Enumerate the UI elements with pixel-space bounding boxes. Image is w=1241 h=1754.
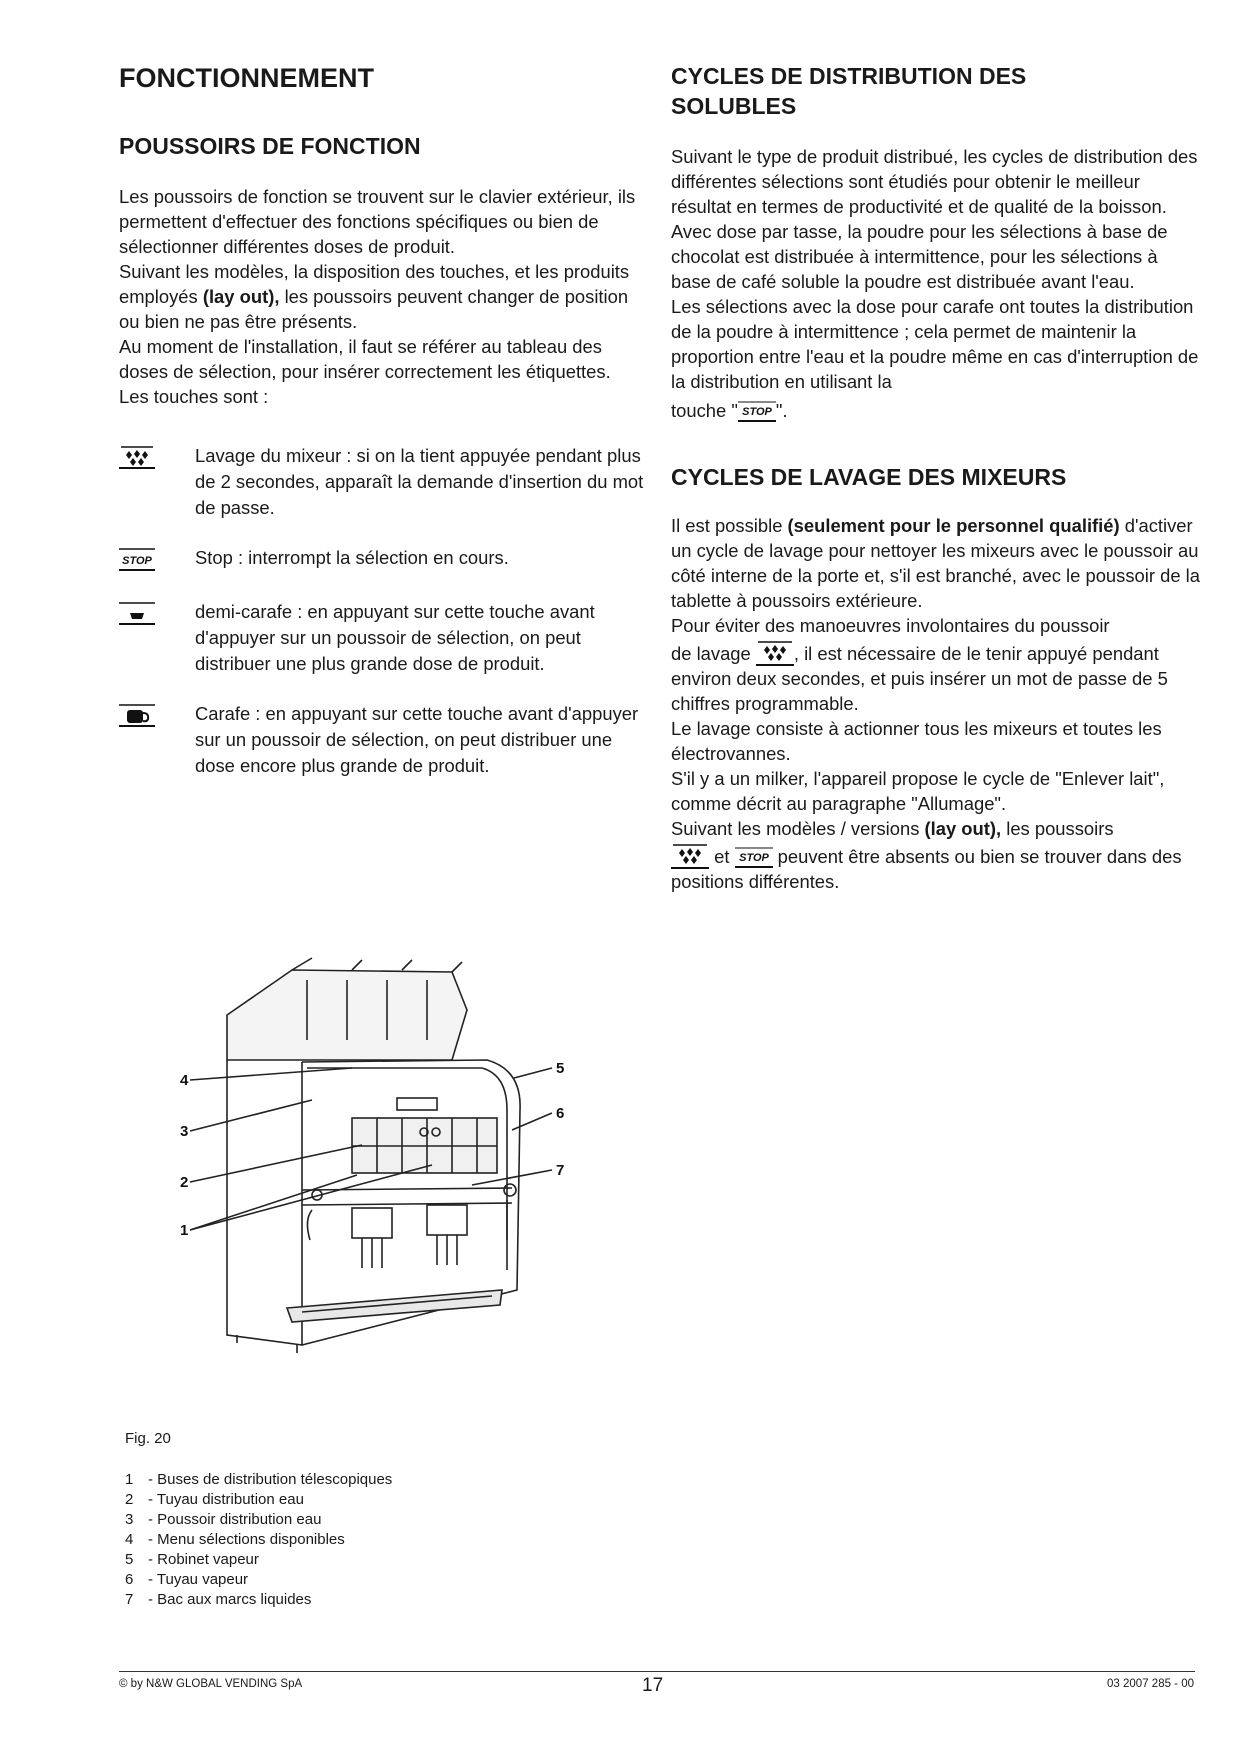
solubles-text <box>671 144 1201 423</box>
key-description: demi-carafe : en appuyant sur cette touche avant d'appuyer sur un poussoir de sélection, on peut distribuer une plus grande dose de produit. <box>195 601 595 675</box>
carafe-key-icon <box>119 703 155 727</box>
legend-item: 7 - Bac aux marcs liquides <box>125 1591 312 1608</box>
left-column <box>119 62 647 779</box>
paragraph: et STOP peuvent être absents ou bien se trouver dans des positions différentes. <box>671 843 1201 894</box>
callout-1: 1 <box>180 1222 189 1239</box>
paragraph: Pour éviter des manoeuvres involontaires du poussoir <box>671 614 1110 636</box>
stop-key-icon <box>738 400 776 422</box>
key-description: Carafe : en appuyant sur cette touche avant d'appuyer sur un poussoir de sélection, on peut distribuer une dose encore plus grande de produit. <box>195 703 639 777</box>
footer-divider <box>119 1671 1195 1672</box>
half-carafe-key-icon <box>119 601 155 625</box>
figure-caption: Fig. 20 <box>125 1430 171 1447</box>
svg-text:STOP: STOP <box>741 405 772 418</box>
paragraph: Les touches sont : <box>119 386 269 408</box>
key-description: Lavage du mixeur : si on la tient appuyée pendant plus de 2 secondes, apparaît la demande d'insertion du mot de passe. <box>195 445 644 519</box>
svg-text:STOP: STOP <box>122 555 152 568</box>
key-row-carafe <box>119 701 647 779</box>
section-title-poussoirs: POUSSOIRS DE FONCTION <box>119 133 421 160</box>
intro-text <box>119 184 647 409</box>
paragraph: Au moment de l'installation, il faut se référer au tableau des doses de sélection, pour insérer correctement les étiquettes. <box>119 336 611 383</box>
callout-3: 3 <box>180 1123 189 1140</box>
section-title-lavage: CYCLES DE LAVAGE DES MIXEURS <box>671 463 1067 490</box>
paragraph: Suivant les modèles / versions (lay out), les poussoirs <box>671 817 1114 839</box>
callout-4: 4 <box>180 1072 189 1089</box>
stop-key-icon <box>735 846 773 868</box>
key-description: Stop : interrompt la sélection en cours. <box>195 547 509 569</box>
paragraph: Suivant les modèles, la disposition des touches, et les produits employés (lay out), les poussoirs peuvent changer de position ou bien ne pas être présents. <box>119 261 630 333</box>
paragraph: Suivant le type de produit distribué, les cycles de distribution des différentes sélections sont étudiés pour obtenir le meilleur résultat en termes de productivité et de qualité de la boisson. Avec dose par tasse, la poudre pour les sélections à base de chocolat est distribuée à intermittence, pour les sélections à base de café soluble la poudre est distribuée avant l'eau. <box>671 145 1198 292</box>
callout-5: 5 <box>556 1060 565 1077</box>
mixer-wash-key-icon <box>119 445 155 469</box>
legend-item: 4 - Menu sélections disponibles <box>125 1531 345 1548</box>
legend-item: 2 - Tuyau distribution eau <box>125 1491 304 1508</box>
paragraph: S'il y a un milker, l'appareil propose le cycle de "Enlever lait", comme décrit au paragraphe "Allumage". <box>671 767 1165 814</box>
figure-legend <box>125 1470 392 1610</box>
svg-text:STOP: STOP <box>738 851 769 864</box>
section-title-solubles: CYCLES DE DISTRIBUTION DES SOLUBLES <box>671 63 1027 119</box>
right-column <box>671 62 1201 894</box>
mixer-wash-key-icon <box>671 843 709 869</box>
legend-item: 3 - Poussoir distribution eau <box>125 1511 322 1528</box>
callout-7: 7 <box>556 1162 565 1179</box>
lavage-text <box>671 513 1201 894</box>
stop-key-icon <box>119 547 155 571</box>
vending-machine-illustration <box>152 950 652 1400</box>
legend-item: 5 - Robinet vapeur <box>125 1551 259 1568</box>
paragraph: de lavage , il est nécessaire de le tenir appuyé pendant environ deux secondes, et puis insérer un mot de passe de 5 chiffres programmable. <box>671 640 1201 716</box>
paragraph: touche " STOP ". <box>671 399 788 421</box>
page-number: 17 <box>642 1675 664 1696</box>
key-row-stop <box>119 545 647 571</box>
paragraph: Les sélections avec la dose pour carafe ont toutes la distribution de la poudre à intermittence ; cela permet de maintenir la proportion entre l'eau et la poudre même en cas d'interruption de la distribution en utilisant la <box>671 295 1199 392</box>
page-title: FONCTIONNEMENT <box>119 63 374 93</box>
mixer-wash-key-icon <box>756 640 794 666</box>
callout-2: 2 <box>180 1174 189 1191</box>
legend-item: 1 - Buses de distribution télescopiques <box>125 1471 393 1488</box>
callout-6: 6 <box>556 1105 565 1122</box>
paragraph: Il est possible (seulement pour le personnel qualifié) d'activer un cycle de lavage pour nettoyer les mixeurs avec le poussoir au côté interne de la porte et, s'il est branché, avec le poussoir de la tablette à poussoirs extérieure. <box>671 514 1200 611</box>
document-code: 03 2007 285 - 00 <box>1107 1678 1194 1690</box>
key-row-half-carafe <box>119 599 647 677</box>
paragraph: Le lavage consiste à actionner tous les mixeurs et toutes les électrovannes. <box>671 717 1162 764</box>
legend-item: 6 - Tuyau vapeur <box>125 1571 249 1588</box>
footer-copyright: © by N&W GLOBAL VENDING SpA <box>119 1678 303 1690</box>
key-row-mixer-wash <box>119 443 647 521</box>
paragraph: Les poussoirs de fonction se trouvent sur le clavier extérieur, ils permettent d'effectuer des fonctions spécifiques ou bien de sélectionner différentes doses de produit. <box>119 186 636 258</box>
